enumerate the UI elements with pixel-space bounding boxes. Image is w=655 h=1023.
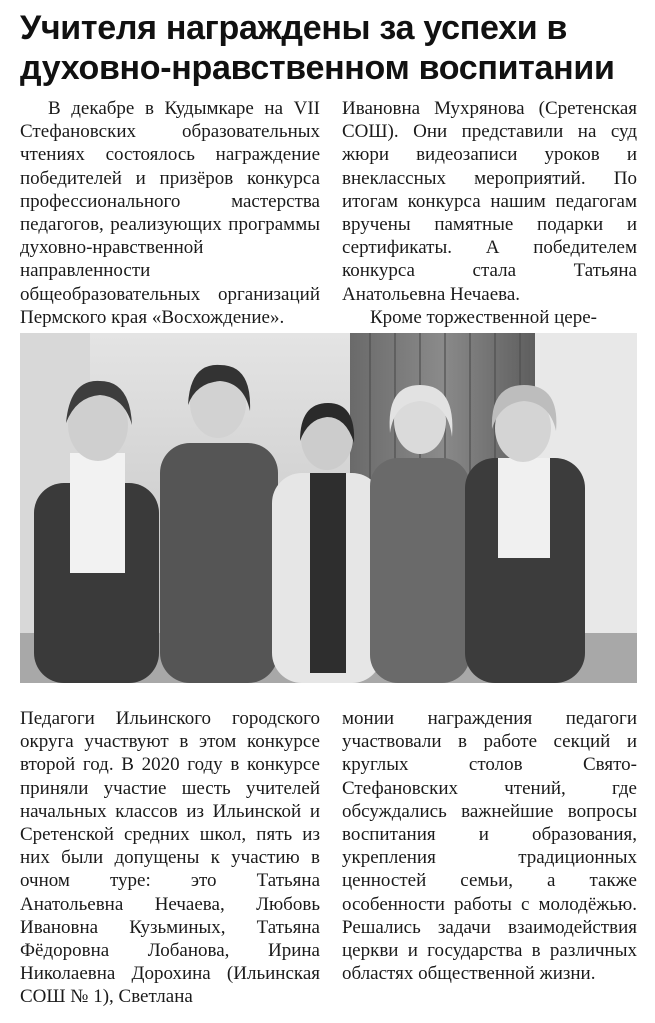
article-column-1 xyxy=(20,97,320,329)
paragraph: Кроме торжественной цере- xyxy=(370,306,597,328)
group-photo xyxy=(20,333,637,683)
paragraph: Педагоги Ильинского городского округа участвуют в этом конкурсе второй год. В 2020 году в конкурсе приняли участие шесть учителей начальных классов из Ильинской и Сретенской средних школ, пять из них были допущены к участию в очном туре: это Татьяна Анатольевна Нечаева, Любовь Ивановна Кузьминых, Татьяна Фёдоровна Лобанова, Ирина Николаевна Дорохина (Ильинская СОШ № 1), Светлана xyxy=(20,708,320,1008)
paragraph: Ивановна Мухрянова (Сретенская СОШ). Они представили на суд жюри видеозаписи уроков и внеклассных мероприятий. По итогам конкурса нашим педагогам вручены памятные подарки и сертификаты. А победителем конкурса стала Татьяна Анатольевна Нечаева. xyxy=(342,98,637,305)
article-column-4 xyxy=(342,707,637,985)
article-headline: Учителя награждены за успехи в духовно-нравственном воспитании xyxy=(20,9,615,87)
article-column-3 xyxy=(20,707,320,1009)
paragraph: монии награждения педагоги участвовали в работе секций и круглых столов Свято-Стефановских чтений, где обсуждались важнейшие вопросы воспитания и образования, укрепления традиционных ценностей семьи, а также особенности работы с молодёжью. Решались задачи взаимодействия церкви и государства в различных областях общественной жизни. xyxy=(342,708,637,985)
article-column-2 xyxy=(342,97,637,329)
paragraph: В декабре в Кудымкаре на VII Стефановских образовательных чтениях состоялось награждение победителей и призёров конкурса профессионального мастерства педагогов, реализующих программы духовно-нравственной направленности общеобразовательных организаций Пермского края «Восхождение». xyxy=(20,98,320,328)
